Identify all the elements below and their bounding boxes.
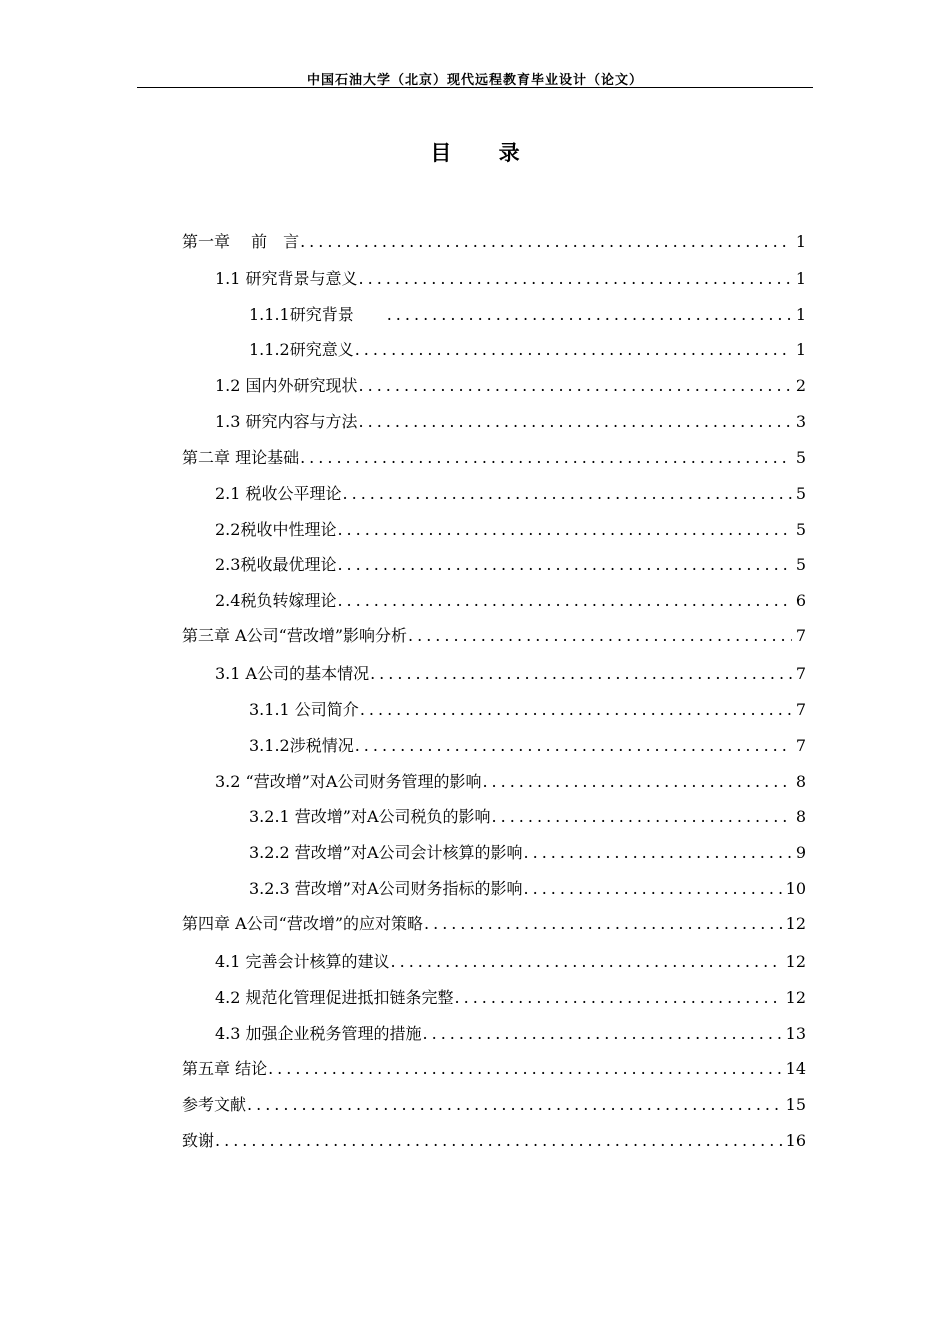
toc-entry[interactable]: [215, 553, 806, 577]
toc-entry-page: 9: [795, 843, 806, 862]
toc-leader: [359, 374, 792, 398]
toc-entry-page: 7: [795, 700, 806, 719]
toc-entry-page: 1: [795, 305, 806, 324]
toc-entry[interactable]: [182, 230, 806, 254]
toc-leader: [215, 1129, 782, 1153]
toc-entry-page: 2: [795, 376, 806, 395]
toc-entry[interactable]: [215, 410, 806, 434]
toc-leader: [300, 446, 792, 470]
toc-leader: [482, 770, 791, 794]
toc-entry-label: 3.2.1 营改增”对A公司税负的影响: [249, 807, 491, 826]
toc-leader: [387, 303, 792, 327]
toc-entry-label: 2.3税收最优理论: [215, 555, 337, 574]
toc-entry-label: 1.1.2研究意义: [249, 340, 354, 359]
toc-entry-page: 3: [795, 412, 806, 431]
toc-entry[interactable]: [215, 1022, 806, 1046]
toc-entry-label: 2.4税负转嫁理论: [215, 591, 337, 610]
toc-entry-page: 7: [795, 664, 806, 683]
toc-entry[interactable]: [215, 267, 806, 291]
toc-entry-label: 3.2.2 营改增”对A公司会计核算的影响: [249, 843, 523, 862]
toc-entry-page: 12: [785, 988, 806, 1007]
toc-entry-page: 13: [785, 1024, 806, 1043]
toc-entry-label: 3.1 A公司的基本情况: [215, 664, 370, 683]
toc-entry-label: 3.2.3 营改增”对A公司财务指标的影响: [249, 879, 523, 898]
toc-entry[interactable]: [215, 986, 806, 1010]
toc-entry[interactable]: [249, 734, 806, 758]
toc-leader: [337, 518, 791, 542]
toc-leader: [455, 986, 782, 1010]
toc-entry[interactable]: [215, 482, 806, 506]
toc-entry-label: 3.1.2涉税情况: [249, 736, 354, 755]
toc-entry[interactable]: [182, 912, 806, 936]
toc-leader: [300, 230, 792, 254]
toc-entry-page: 7: [795, 736, 806, 755]
toc-leader: [359, 267, 792, 291]
toc-entry-label: 3.1.1 公司简介: [249, 700, 359, 719]
toc-entry[interactable]: [215, 374, 806, 398]
toc-entry-label: 4.1 完善会计核算的建议: [215, 952, 390, 971]
toc-entry-label: 第二章 理论基础: [182, 448, 300, 467]
toc-entry-label: 第五章 结论: [182, 1059, 268, 1078]
toc-entry[interactable]: [249, 805, 806, 829]
toc-leader: [355, 338, 792, 362]
toc-entry-label: 1.3 研究内容与方法: [215, 412, 358, 431]
toc-leader: [360, 698, 792, 722]
toc-entry-page: 1: [795, 232, 806, 251]
toc-title: 目 录: [430, 141, 540, 165]
toc-entry-label: 参考文献: [182, 1095, 247, 1114]
toc-leader: [408, 624, 792, 648]
toc-entry-label: 2.2税收中性理论: [215, 520, 337, 539]
header-rule: [137, 87, 813, 88]
toc-entry[interactable]: [182, 1129, 806, 1153]
toc-entry[interactable]: [215, 950, 806, 974]
toc-leader: [355, 734, 792, 758]
toc-entry[interactable]: [249, 841, 806, 865]
toc-entry-page: 5: [795, 555, 806, 574]
toc-entry-label: 1.2 国内外研究现状: [215, 376, 358, 395]
page-header: 中国石油大学（北京）现代远程教育毕业设计（论文）: [306, 73, 643, 88]
toc-leader: [247, 1093, 782, 1117]
toc-entry[interactable]: [215, 589, 806, 613]
toc-entry-page: 1: [795, 340, 806, 359]
toc-leader: [343, 482, 792, 506]
toc-entry-page: 16: [785, 1131, 806, 1150]
toc-entry-label: 第一章 前 言: [182, 232, 300, 251]
toc-leader: [391, 950, 782, 974]
toc-entry[interactable]: [249, 303, 806, 327]
toc-entry[interactable]: [215, 770, 806, 794]
toc-entry-label: 3.2 “营改增”对A公司财务管理的影响: [215, 772, 482, 791]
toc-entry-label: 1.1 研究背景与意义: [215, 269, 358, 288]
toc-leader: [370, 662, 792, 686]
toc-leader: [524, 841, 792, 865]
toc-entry[interactable]: [182, 1093, 806, 1117]
toc-entry-page: 6: [795, 591, 806, 610]
toc-entry-page: 1: [795, 269, 806, 288]
toc-entry-label: 4.3 加强企业税务管理的措施: [215, 1024, 422, 1043]
toc-entry-page: 14: [785, 1059, 806, 1078]
toc-entry-label: 第四章 A公司“营改增”的应对策略: [182, 914, 424, 933]
toc-entry-label: 致谢: [182, 1131, 215, 1150]
toc-entry-label: 4.2 规范化管理促进抵扣链条完整: [215, 988, 454, 1007]
toc-entry[interactable]: [182, 624, 806, 648]
toc-entry[interactable]: [249, 877, 806, 901]
toc-entry[interactable]: [249, 338, 806, 362]
toc-entry-label: 2.1 税收公平理论: [215, 484, 342, 503]
toc-entry[interactable]: [215, 518, 806, 542]
toc-entry-page: 5: [795, 484, 806, 503]
toc-entry-page: 8: [795, 807, 806, 826]
toc-entry-page: 12: [785, 952, 806, 971]
toc-entry[interactable]: [249, 698, 806, 722]
toc-leader: [424, 912, 782, 936]
toc-entry-page: 15: [785, 1095, 806, 1114]
toc-entry-page: 10: [785, 879, 806, 898]
toc-entry[interactable]: [182, 1057, 806, 1081]
toc-entry-page: 8: [795, 772, 806, 791]
toc-entry-label: 第三章 A公司“营改增”影响分析: [182, 626, 408, 645]
toc-leader: [492, 805, 792, 829]
toc-entry[interactable]: [182, 446, 806, 470]
toc-entry-page: 12: [785, 914, 806, 933]
toc-entry[interactable]: [215, 662, 806, 686]
toc-leader: [268, 1057, 782, 1081]
toc-entry-page: 7: [795, 626, 806, 645]
toc-leader: [359, 410, 792, 434]
toc-leader: [337, 589, 791, 613]
toc-entry-page: 5: [795, 448, 806, 467]
toc-leader: [423, 1022, 782, 1046]
toc-entry-label: 1.1.1研究背景: [249, 305, 386, 324]
toc-leader: [524, 877, 782, 901]
toc-entry-page: 5: [795, 520, 806, 539]
toc-leader: [337, 553, 791, 577]
